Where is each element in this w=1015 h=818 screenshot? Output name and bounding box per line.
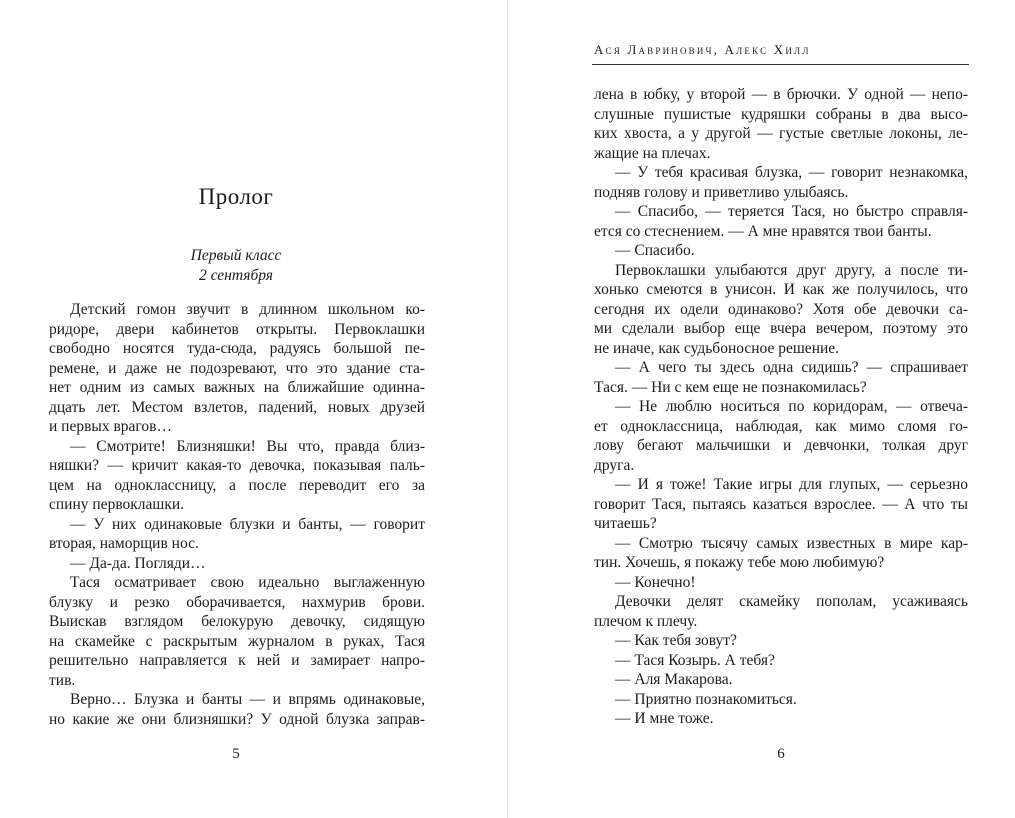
text-line: друга. <box>594 456 635 474</box>
text-line: тин. Хочешь, я покажу тебе мою любимую? <box>594 554 885 571</box>
text-line: — Тася Козырь. А тебя? <box>615 651 775 669</box>
text-line: — У тебя красивая блузка, — говорит незнакомка, <box>615 164 968 181</box>
text-line: плечом к плечу. <box>594 612 698 630</box>
text-line: — А чего ты здесь одна сидишь? — спрашивает <box>615 359 968 376</box>
text-line: — Да-да. Погляди… <box>70 554 206 572</box>
text-line: слушные пушистые кудряшки собраны в два высо- <box>594 105 968 123</box>
text-line: решительно направляется к ней и замирает напро- <box>49 652 425 669</box>
text-line: сегодня их одели одинаково? Хотя обе девочки са- <box>594 300 968 318</box>
text-line: говорит Тася, пытаясь казаться взрослее. — А что ты <box>594 495 968 513</box>
text-line: — Смотрю тысячу самых известных в мире кар- <box>615 534 968 552</box>
text-line: — Не люблю носиться по коридорам, — отвеча- <box>615 398 968 415</box>
text-line: Верно… Блузка и банты — и впрямь одинаковые, <box>70 691 425 708</box>
text-line: лена в юбку, у второй — в брючки. У одной — непо- <box>594 86 968 103</box>
text-line: хонько смеются в унисон. И как же получилось, что <box>594 281 968 298</box>
running-head-rule <box>592 64 969 65</box>
running-head-authors: Ася Лавринович, Алекс Хилл <box>594 42 811 57</box>
text-line: ется со стеснением. — А мне нравятся твои банты. <box>594 222 932 240</box>
text-line: Тася. — Ни с кем еще не познакомилась? <box>594 378 867 396</box>
text-line: Первоклашки улыбаются друг другу, а после ти- <box>615 261 968 279</box>
text-line: тив. <box>49 671 76 689</box>
text-line: ридоре, двери кабинетов открыты. Первоклашки <box>49 320 425 338</box>
chapter-subtitle-line2: 2 сентября <box>198 267 273 284</box>
text-line: — Конечно! <box>615 573 696 591</box>
text-line: не иначе, как судьбоносное решение. <box>594 339 840 357</box>
left-page <box>0 0 507 818</box>
text-line: жащие на плечах. <box>594 144 711 162</box>
text-line: подняв голову и приветливо улыбаясь. <box>594 183 849 201</box>
text-line: — Спасибо, — теряется Тася, но быстро справля- <box>615 203 968 220</box>
text-line: — И мне тоже. <box>615 710 714 727</box>
text-line: — Аля Макарова. <box>615 671 733 688</box>
text-line: няшки? — кричит какая-то девочка, показывая паль- <box>49 457 425 474</box>
text-line: но какие же они близняшки? У одной блузка заправ- <box>49 710 425 728</box>
text-line: Выискав взглядом белокурую девочку, сидящую <box>49 613 425 630</box>
text-line: ми сделали выбор еще вчера вечером, поэтому это <box>594 320 968 337</box>
text-line: Девочки делят скамейку пополам, усаживаясь <box>615 593 968 610</box>
page-number-left: 5 <box>232 746 240 762</box>
text-line: ремене, и даже не подозревают, что это здание ста- <box>49 359 425 377</box>
text-line: лову бегают мальчишки и девчонки, толкая друг <box>594 437 968 454</box>
text-line: ких хвоста, а у другой — густые светлые локоны, ле- <box>594 125 968 142</box>
chapter-subtitle-line1: Первый класс <box>190 247 282 264</box>
text-line: спину первоклашки. <box>49 496 185 513</box>
page-number-right: 6 <box>777 746 785 762</box>
text-line: нет одним из самых важных на ближайшие одинна- <box>49 379 425 396</box>
text-line: — Приятно познакомиться. <box>615 690 797 708</box>
left-page-body-text <box>49 300 425 729</box>
right-page-body-text <box>594 85 968 729</box>
text-line: и первых врагов… <box>49 418 172 435</box>
text-line: — Спасибо. <box>615 242 695 259</box>
text-line: ет одноклассница, наблюдая, как мимо сломя го- <box>594 417 968 435</box>
right-page <box>508 0 1015 818</box>
text-line: — И я тоже! Такие игры для глупых, — серьезно <box>615 476 968 493</box>
chapter-title: Пролог <box>198 184 274 209</box>
text-line: — У них одинаковые блузки и банты, — говорит <box>70 515 425 533</box>
text-line: дцать лет. Местом взлетов, падений, новых друзей <box>49 398 425 416</box>
text-line: цем на одноклассницу, а после переводит его за <box>49 476 425 494</box>
text-line: на скамейке с раскрытым журналом в руках, Тася <box>49 632 425 650</box>
text-line: читаешь? <box>594 515 657 532</box>
text-line: Тася осматривает свою идеально выглаженную <box>70 574 425 591</box>
text-line: блузку и резко оборачивается, нахмурив брови. <box>49 593 425 611</box>
text-line: Детский гомон звучит в длинном школьном ко- <box>70 301 425 318</box>
text-line: свободно носятся туда-сюда, радуясь большой пе- <box>49 340 425 357</box>
text-line: — Как тебя зовут? <box>615 632 737 649</box>
text-line: вторая, наморщив нос. <box>49 535 199 552</box>
text-line: — Смотрите! Близняшки! Вы что, правда близ- <box>70 437 425 455</box>
